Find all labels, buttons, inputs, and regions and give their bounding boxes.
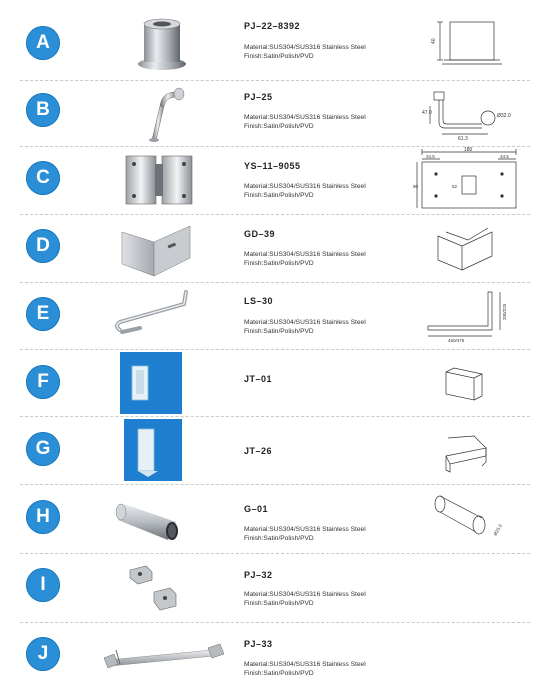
product-code-b: PJ–25 bbox=[244, 92, 273, 102]
product-material-h: Material:SUS304/SUS316 Stainless Steel bbox=[244, 526, 366, 533]
product-finish-d: Finish:Satin/Polish/PVD bbox=[244, 260, 314, 267]
drawing-c bbox=[412, 146, 522, 212]
drawing-d bbox=[412, 222, 522, 274]
badge-e: E bbox=[26, 297, 60, 331]
drawing-f bbox=[412, 360, 522, 408]
dim-b-diameter: Ø32.0 bbox=[497, 113, 511, 119]
badge-g: G bbox=[26, 432, 60, 466]
drawing-h bbox=[412, 490, 522, 546]
product-material-j: Material:SUS304/SUS316 Stainless Steel bbox=[244, 661, 366, 668]
drawing-a bbox=[412, 14, 522, 70]
product-material-b: Material:SUS304/SUS316 Stainless Steel bbox=[244, 114, 366, 121]
badge-i: I bbox=[26, 568, 60, 602]
product-finish-j: Finish:Satin/Polish/PVD bbox=[244, 670, 314, 677]
badge-j: J bbox=[26, 637, 60, 671]
product-photo-f bbox=[120, 352, 182, 414]
product-photo-h bbox=[110, 488, 210, 548]
product-finish-e: Finish:Satin/Polish/PVD bbox=[244, 328, 314, 335]
product-photo-c bbox=[110, 150, 210, 210]
product-finish-h: Finish:Satin/Polish/PVD bbox=[244, 535, 314, 542]
product-finish-i: Finish:Satin/Polish/PVD bbox=[244, 600, 314, 607]
divider bbox=[20, 553, 530, 554]
product-finish-c: Finish:Satin/Polish/PVD bbox=[244, 192, 314, 199]
product-code-a: PJ–22–8392 bbox=[244, 21, 301, 31]
dim-b-length: 61.3 bbox=[458, 136, 468, 142]
product-photo-j bbox=[100, 630, 230, 674]
product-photo-e bbox=[110, 284, 210, 344]
divider bbox=[20, 484, 530, 485]
dim-c-width: 180 bbox=[464, 147, 473, 153]
dim-h-diameter: Ø25.0 bbox=[492, 523, 503, 537]
dim-c-inner: 52 bbox=[452, 184, 458, 189]
product-photo-g bbox=[124, 419, 182, 481]
badge-f: F bbox=[26, 365, 60, 399]
dim-b-height: 47.0 bbox=[422, 110, 432, 116]
divider bbox=[20, 282, 530, 283]
product-material-a: Material:SUS304/SUS316 Stainless Steel bbox=[244, 44, 366, 51]
divider bbox=[20, 349, 530, 350]
product-photo-i bbox=[110, 556, 210, 616]
badge-b: B bbox=[26, 93, 60, 127]
product-material-d: Material:SUS304/SUS316 Stainless Steel bbox=[244, 251, 366, 258]
divider bbox=[20, 214, 530, 215]
product-finish-b: Finish:Satin/Polish/PVD bbox=[244, 123, 314, 130]
drawing-g bbox=[412, 426, 522, 476]
product-finish-a: Finish:Satin/Polish/PVD bbox=[244, 53, 314, 60]
dim-e-length: 450/475 bbox=[448, 338, 465, 343]
drawing-e bbox=[412, 286, 522, 344]
divider bbox=[20, 80, 530, 81]
product-code-j: PJ–33 bbox=[244, 639, 273, 649]
product-code-e: LS–30 bbox=[244, 296, 274, 306]
drawing-b bbox=[412, 84, 522, 142]
dim-c-right: 34.5 bbox=[500, 154, 509, 159]
dim-a-height: 40 bbox=[431, 38, 437, 44]
divider bbox=[20, 622, 530, 623]
divider bbox=[20, 416, 530, 417]
product-material-c: Material:SUS304/SUS316 Stainless Steel bbox=[244, 183, 366, 190]
badge-a: A bbox=[26, 26, 60, 60]
product-code-i: PJ–32 bbox=[244, 570, 273, 580]
product-code-c: YS–11–9055 bbox=[244, 161, 301, 171]
badge-h: H bbox=[26, 500, 60, 534]
dim-c-left: 34.5 bbox=[426, 154, 435, 159]
product-material-i: Material:SUS304/SUS316 Stainless Steel bbox=[244, 591, 366, 598]
product-code-h: G–01 bbox=[244, 504, 269, 514]
product-code-d: GD–39 bbox=[244, 229, 276, 239]
badge-d: D bbox=[26, 229, 60, 263]
product-code-f: JT–01 bbox=[244, 374, 273, 384]
dim-c-height: 90 bbox=[413, 184, 419, 189]
product-material-e: Material:SUS304/SUS316 Stainless Steel bbox=[244, 319, 366, 326]
product-photo-a bbox=[110, 12, 210, 72]
product-photo-b bbox=[110, 82, 210, 144]
dim-e-height: 200/225 bbox=[502, 303, 507, 320]
badge-c: C bbox=[26, 161, 60, 195]
product-photo-d bbox=[110, 216, 210, 280]
product-code-g: JT–26 bbox=[244, 446, 273, 456]
